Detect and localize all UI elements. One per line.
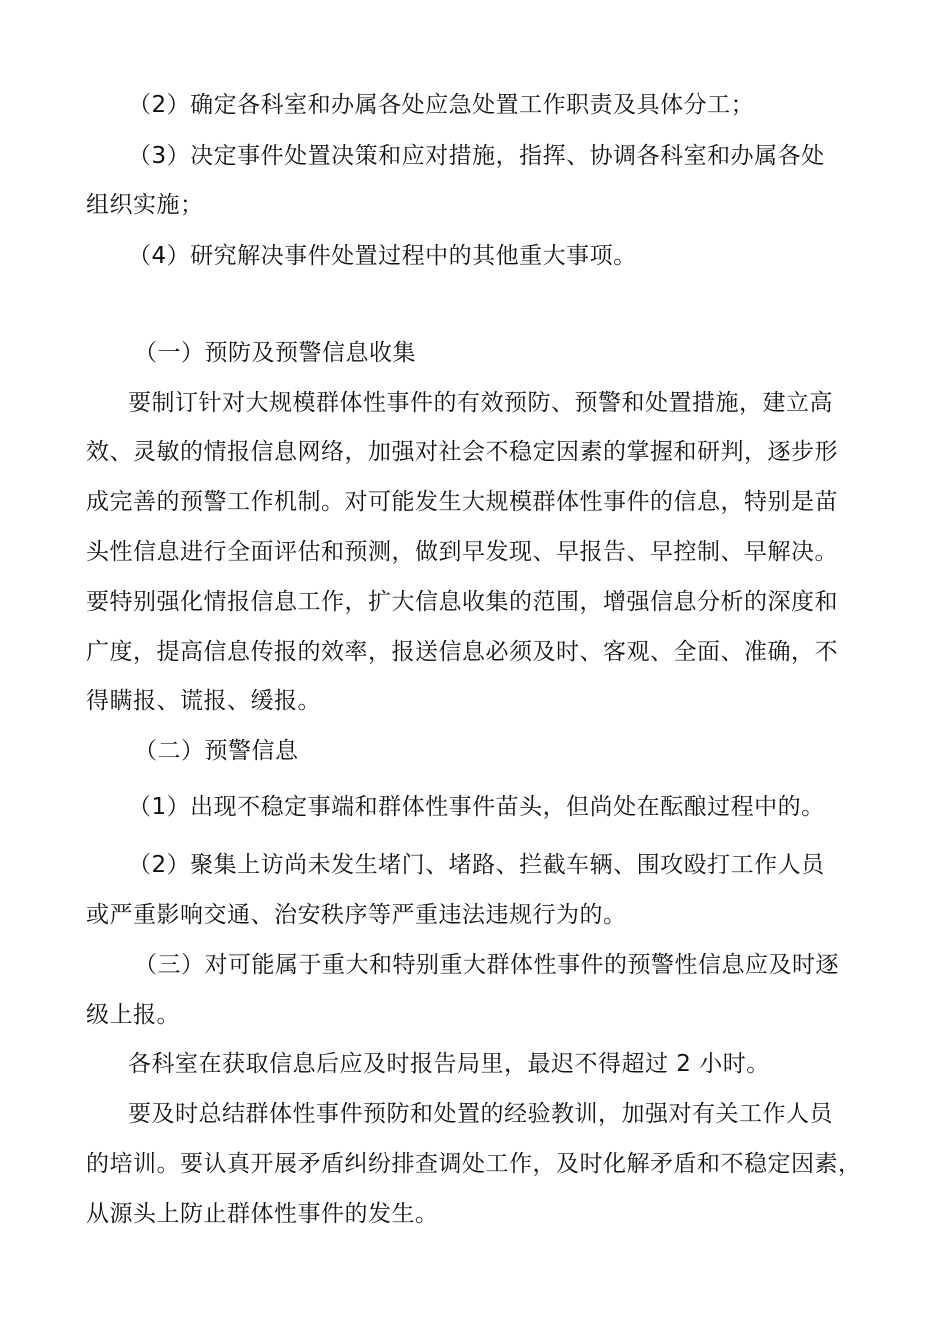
line-12: 得瞒报、谎报、缓报。 [86, 688, 321, 714]
line-15: （2）聚集上访尚未发生堵门、堵路、拦截车辆、围攻殴打工作人员 [128, 852, 825, 878]
section-heading-3: （三）对可能属于重大和特别重大群体性事件的预警性信息应及时逐 [134, 952, 839, 978]
line-9: 头性信息进行全面评估和预测，做到早发现、早报告、早控制、早解决。 [86, 539, 838, 565]
line-10: 要特别强化情报信息工作，扩大信息收集的范围，增强信息分析的深度和 [86, 589, 838, 615]
line-8: 成完善的预警工作机制。对可能发生大规模群体性事件的信息，特别是苗 [86, 489, 838, 515]
line-11: 广度，提高信息传报的效率，报送信息必须及时、客观、全面、准确，不 [86, 639, 838, 665]
section-heading-1: （一）预防及预警信息收集 [134, 340, 416, 366]
line-19: 各科室在获取信息后应及时报告局里，最迟不得超过 2 小时。 [128, 1051, 770, 1077]
line-4: （4）研究解决事件处置过程中的其他重大事项。 [128, 243, 637, 269]
line-18: 级上报。 [86, 1002, 180, 1028]
line-6: 要制订针对大规模群体性事件的有效预防、预警和处置措施，建立高 [128, 390, 833, 416]
section-heading-2: （二）预警信息 [134, 738, 299, 764]
line-7: 效、灵敏的情报信息网络，加强对社会不稳定因素的掌握和研判，逐步形 [86, 439, 838, 465]
line-2: （3）决定事件处置决策和应对措施，指挥、协调各科室和办属各处 [128, 143, 825, 169]
line-21: 的培训。要认真开展矛盾纠纷排查调处工作，及时化解矛盾和不稳定因素， [86, 1151, 862, 1177]
line-3: 组织实施； [86, 192, 204, 218]
line-1: （2）确定各科室和办属各处应急处置工作职责及具体分工； [128, 92, 755, 118]
line-16: 或严重影响交通、治安秩序等严重违法违规行为的。 [86, 902, 627, 928]
line-22: 从源头上防止群体性事件的发生。 [86, 1201, 439, 1227]
line-14: （1）出现不稳定事端和群体性事件苗头，但尚处在酝酿过程中的。 [128, 794, 825, 820]
line-20: 要及时总结群体性事件预防和处置的经验教训，加强对有关工作人员 [128, 1101, 833, 1127]
